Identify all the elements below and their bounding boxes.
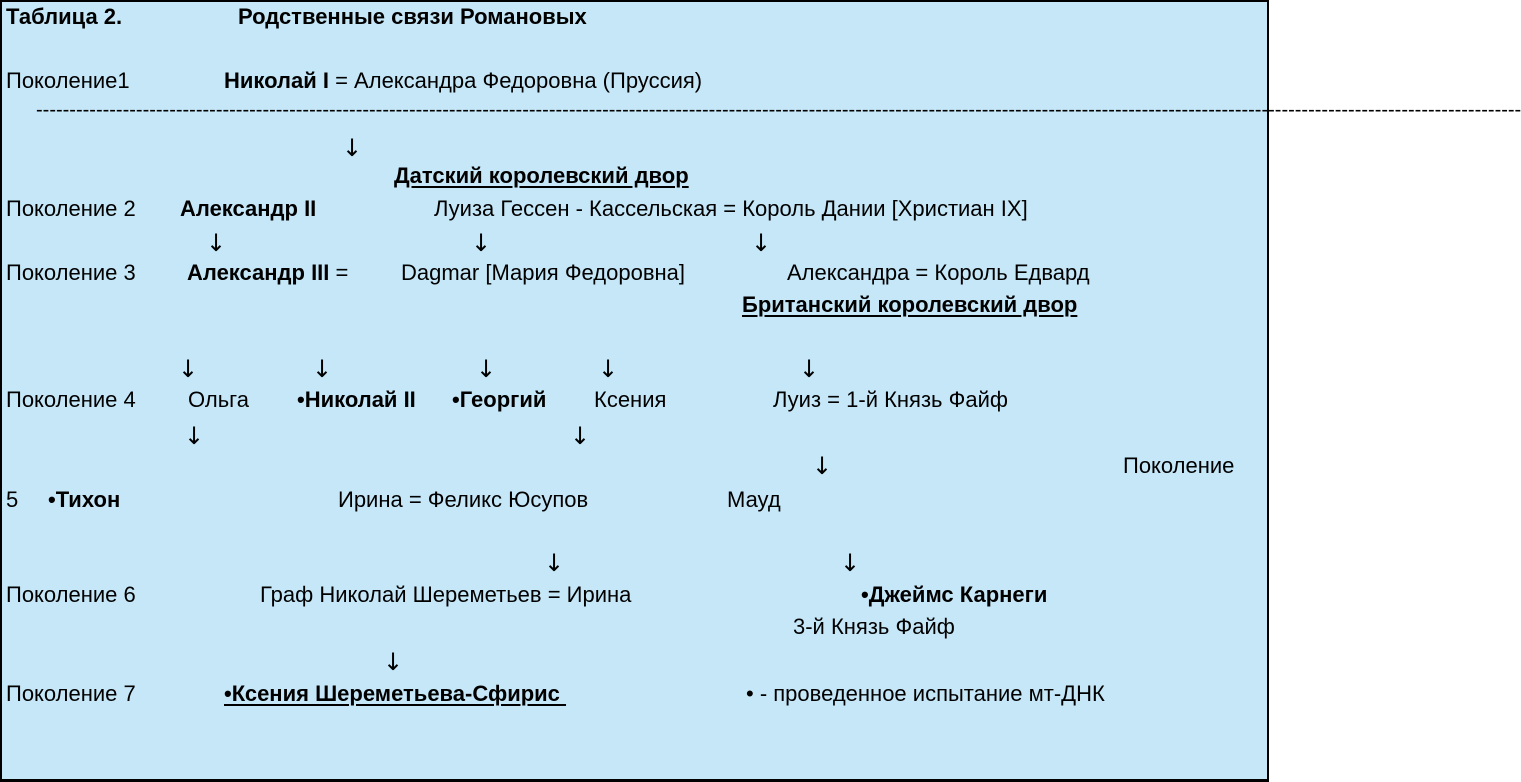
separator-line: ------------------------------------------------------------------------------------------------------------------------------------------------------------------------------------------------------------------------------- bbox=[36, 99, 1521, 121]
arrow-down-icon: ↓ bbox=[471, 229, 492, 257]
gen3-label: Поколение 3 bbox=[6, 260, 136, 285]
arrow-down-icon: ↓ bbox=[751, 229, 772, 257]
gen6-carnegie: •Джеймс Карнеги bbox=[861, 582, 1048, 607]
gen4-olga: Ольга bbox=[188, 387, 249, 412]
gen3-entry bbox=[187, 260, 348, 286]
gen3-alexandra: Александра = Король Едвард bbox=[787, 260, 1090, 285]
arrow-down-icon: ↓ bbox=[383, 648, 404, 676]
arrow-down-icon: ↓ bbox=[184, 422, 205, 450]
legend-note: • - проведенное испытание мт-ДНК bbox=[746, 681, 1105, 706]
gen1-rest: = Александра Федоровна (Пруссия) bbox=[328, 68, 703, 93]
arrow-down-icon: ↓ bbox=[840, 549, 861, 577]
british-court-heading: Британский королевский двор bbox=[742, 292, 1078, 317]
gen2-rest: Луиза Гессен - Кассельская = Король Дании [Христиан IX] bbox=[434, 196, 1028, 221]
gen6-fife: 3-й Князь Файф bbox=[793, 614, 955, 639]
gen4-label: Поколение 4 bbox=[6, 387, 136, 412]
gen1-name: Николай I bbox=[224, 68, 329, 93]
gen1-entry bbox=[224, 68, 702, 94]
arrow-down-icon: ↓ bbox=[544, 549, 565, 577]
gen2-name: Александр II bbox=[180, 196, 317, 221]
arrow-down-icon: ↓ bbox=[799, 355, 820, 383]
gen5-maud: Мауд bbox=[727, 487, 781, 512]
gen7-label: Поколение 7 bbox=[6, 681, 136, 706]
gen6-sheremetev: Граф Николай Шереметьев = Ирина bbox=[260, 582, 632, 607]
gen3-dagmar: Dagmar [Мария Федоровна] bbox=[401, 260, 686, 285]
gen5-tikhon: •Тихон bbox=[48, 487, 121, 512]
arrow-down-icon: ↓ bbox=[476, 355, 497, 383]
gen5-label-part1: Поколение bbox=[1123, 453, 1235, 478]
gen4-georgy: •Георгий bbox=[452, 387, 547, 412]
gen5-label-part2: 5 bbox=[6, 487, 19, 512]
arrow-down-icon: ↓ bbox=[178, 355, 199, 383]
gen6-label: Поколение 6 bbox=[6, 582, 136, 607]
gen3-name: Александр III bbox=[187, 260, 330, 285]
arrow-down-icon: ↓ bbox=[812, 452, 833, 480]
table-label: Таблица 2. bbox=[6, 4, 123, 29]
gen3-eq: = bbox=[329, 260, 349, 285]
arrow-down-icon: ↓ bbox=[342, 134, 363, 162]
arrow-down-icon: ↓ bbox=[570, 422, 591, 450]
gen2-label: Поколение 2 bbox=[6, 196, 136, 221]
gen1-label: Поколение1 bbox=[6, 68, 130, 93]
danish-court-heading: Датский королевский двор bbox=[394, 163, 689, 188]
arrow-down-icon: ↓ bbox=[206, 229, 227, 257]
arrow-down-icon: ↓ bbox=[312, 355, 333, 383]
gen5-irina: Ирина = Феликс Юсупов bbox=[338, 487, 589, 512]
gen4-ksenia: Ксения bbox=[594, 387, 667, 412]
table-heading: Родственные связи Романовых bbox=[238, 4, 587, 29]
gen7-ksenia: •Ксения Шереметьева-Сфирис bbox=[224, 681, 567, 706]
gen4-nicholas: •Николай II bbox=[297, 387, 416, 412]
gen4-louise: Луиз = 1-й Князь Файф bbox=[773, 387, 1008, 412]
arrow-down-icon: ↓ bbox=[598, 355, 619, 383]
